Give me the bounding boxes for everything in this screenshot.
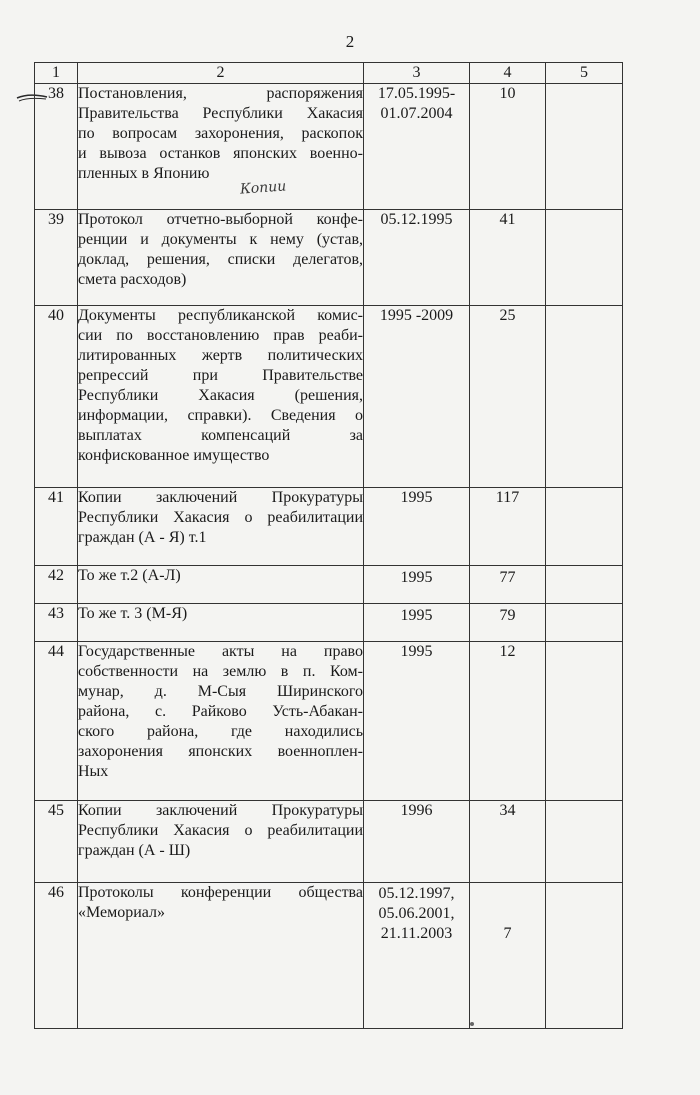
date-line: 21.11.2003 — [380, 925, 453, 942]
item-title — [78, 801, 364, 883]
item-title — [78, 84, 364, 210]
date-line: 17.05.1995- — [377, 85, 456, 102]
item-number: 44 — [35, 642, 78, 801]
item-dates — [364, 210, 470, 306]
item-note — [546, 210, 623, 306]
table-row — [35, 801, 623, 883]
item-dates — [364, 883, 470, 1029]
item-note — [546, 488, 623, 566]
item-note — [546, 604, 623, 642]
item-sheet-count: 34 — [470, 801, 546, 883]
title-line: сметa расходов) — [78, 271, 187, 288]
item-number: 46 — [35, 883, 78, 1029]
title-line: Республики Хакасия о реабилитации — [78, 822, 363, 839]
item-number: 43 — [35, 604, 78, 642]
item-title — [78, 488, 364, 566]
item-number: 39 — [35, 210, 78, 306]
item-dates — [364, 604, 470, 642]
scan-speck — [470, 1022, 474, 1026]
item-sheet-count: 77 — [470, 566, 546, 604]
item-note — [546, 84, 623, 210]
header-cell: 2 — [78, 63, 364, 84]
item-note — [546, 566, 623, 604]
date-line: 01.07.2004 — [380, 105, 453, 122]
title-line: захоронения японских военноплен- — [78, 743, 363, 760]
title-line: собственности на землю в п. Ком- — [78, 663, 363, 680]
header-cell: 5 — [546, 63, 623, 84]
title-line: сии по восстановлению прав реаби- — [78, 327, 363, 344]
title-line: То же т.2 (А-Л) — [78, 567, 181, 584]
date-line: 05.12.1995 — [380, 211, 453, 228]
item-note — [546, 642, 623, 801]
item-sheet-count: 117 — [470, 488, 546, 566]
title-line: Постановления, распоряжения — [78, 85, 363, 102]
inventory-table — [34, 62, 623, 1029]
table-row — [35, 883, 623, 1029]
item-note — [546, 883, 623, 1029]
item-number: 45 — [35, 801, 78, 883]
header-row — [35, 63, 623, 84]
item-dates — [364, 801, 470, 883]
item-note — [546, 306, 623, 488]
date-line: 1996 — [400, 802, 433, 819]
item-dates — [364, 84, 470, 210]
title-line: конфискованное имущество — [78, 447, 270, 464]
item-dates — [364, 306, 470, 488]
table-row — [35, 604, 623, 642]
page-number: 2 — [345, 32, 355, 51]
title-line: района, с. Райково Усть-Абакан- — [78, 703, 363, 720]
item-sheet-count: 10 — [470, 84, 546, 210]
date-line: 1995 — [400, 643, 433, 660]
title-line: по вопросам захоронения, раскопок — [78, 125, 363, 142]
title-line: выплатах компенсаций за — [78, 427, 363, 444]
title-line: информации, справки). Сведения о — [78, 407, 363, 424]
item-dates — [364, 488, 470, 566]
title-line: Копии заключений Прокуратуры — [78, 802, 363, 819]
table-row — [35, 566, 623, 604]
title-line: Ных — [78, 763, 109, 780]
table-row — [35, 84, 623, 210]
header-cell: 1 — [35, 63, 78, 84]
title-line: Правительства Республики Хакасия — [78, 105, 363, 122]
item-title — [78, 883, 364, 1029]
item-dates — [364, 642, 470, 801]
title-line: Республики Хакасия о реабилитации — [78, 509, 363, 526]
item-title — [78, 306, 364, 488]
title-line: и вывоза останков японских военно- — [78, 145, 363, 162]
date-line: 1995 — [400, 489, 433, 506]
title-line: ренции и документы к нему (устав, — [78, 231, 363, 248]
table-row — [35, 306, 623, 488]
title-line: Государственные акты на право — [78, 643, 363, 660]
date-line: 05.06.2001, — [378, 905, 455, 922]
table-row — [35, 642, 623, 801]
item-title — [78, 604, 364, 642]
header-cell: 4 — [470, 63, 546, 84]
table-row — [35, 210, 623, 306]
item-number: 40 — [35, 306, 78, 488]
title-line: пленных в Японию — [78, 165, 210, 182]
date-line: 05.12.1997, — [378, 885, 455, 902]
title-line: То же т. 3 (М-Я) — [78, 605, 188, 622]
handwritten-note: Копии — [239, 178, 287, 198]
item-note — [546, 801, 623, 883]
item-sheet-count: 25 — [470, 306, 546, 488]
item-title — [78, 642, 364, 801]
item-title — [78, 210, 364, 306]
title-line: ского района, где находились — [78, 723, 363, 740]
title-line: «Мемориал» — [78, 904, 166, 921]
item-title — [78, 566, 364, 604]
date-line: 1995 — [400, 569, 433, 586]
title-line: граждан (А - Я) т.1 — [78, 529, 207, 546]
title-line: доклад, решения, списки делегатов, — [78, 251, 363, 268]
item-sheet-count: 41 — [470, 210, 546, 306]
table-row — [35, 488, 623, 566]
title-line: репрессий при Правительстве — [78, 367, 363, 384]
item-sheet-count: 79 — [470, 604, 546, 642]
title-line: граждан (А - Ш) — [78, 842, 191, 859]
item-number: 42 — [35, 566, 78, 604]
item-sheet-count: 12 — [470, 642, 546, 801]
item-dates — [364, 566, 470, 604]
title-line: мунар, д. М-Сыя Ширинского — [78, 683, 363, 700]
item-sheet-count: 7 — [470, 883, 546, 1029]
item-number: 38 — [35, 84, 78, 210]
title-line: литированных жертв политических — [78, 347, 363, 364]
title-line: Протоколы конференции общества — [78, 884, 363, 901]
title-line: Протокол отчетно-выборной конфе- — [78, 211, 363, 228]
item-number: 41 — [35, 488, 78, 566]
title-line: Документы республиканской комис- — [78, 307, 363, 324]
title-line: Копии заключений Прокуратуры — [78, 489, 363, 506]
date-line: 1995 -2009 — [379, 307, 454, 324]
title-line: Республики Хакасия (решения, — [78, 387, 363, 404]
date-line: 1995 — [400, 607, 433, 624]
header-cell: 3 — [364, 63, 470, 84]
